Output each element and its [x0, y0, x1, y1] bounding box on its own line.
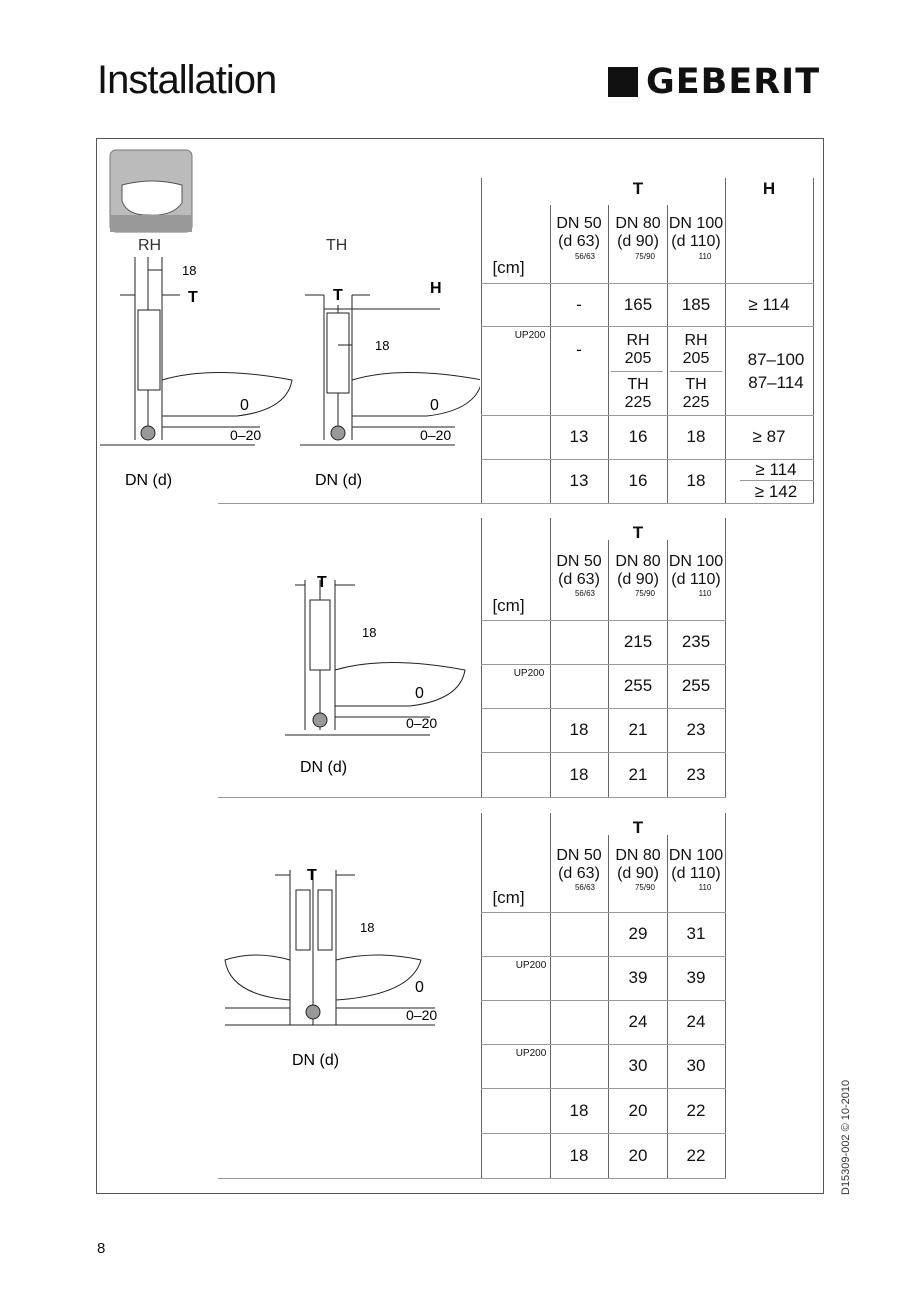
t1-col-h: H	[762, 179, 776, 198]
t1-r4-h1: ≥ 114	[755, 460, 797, 479]
t1-r3-h: ≥ 87	[752, 427, 786, 446]
t2-d110: (d 110)	[671, 571, 721, 588]
t1-sub1: 56/63	[574, 251, 596, 261]
t1-r2-brh: RH	[626, 332, 650, 349]
t2-r4-b: 21	[628, 764, 648, 784]
diagram-section-2	[280, 570, 480, 780]
t1-sub2: 75/90	[634, 251, 656, 261]
t1-unit: [cm]	[492, 258, 525, 277]
diagram-section-3	[220, 860, 480, 1070]
s2-18-label: 18	[362, 625, 377, 640]
t2-sub3: 110	[698, 588, 712, 598]
t3-sub2: 75/90	[634, 882, 656, 892]
t3-r5-a: 18	[569, 1100, 589, 1120]
t3-sub1: 56/63	[574, 882, 596, 892]
t3-r2-up: UP200	[515, 959, 547, 971]
t1-r1-a: -	[576, 294, 582, 314]
th-diagram	[300, 295, 480, 445]
rh-label: RH	[138, 237, 162, 254]
t1-r4-h2: ≥ 142	[754, 482, 798, 501]
page-title: Installation	[97, 58, 277, 102]
document-reference: D15309-002 © 10-2010	[840, 1079, 852, 1195]
logo-text: GEBERIT	[646, 62, 821, 102]
rh-dnd-label: DN (d)	[125, 472, 173, 489]
t1-dn50: DN 50	[556, 215, 602, 232]
t2-r1-a	[550, 620, 608, 664]
t2-r2-c: 255	[681, 676, 711, 695]
t1-r2-crh: RH	[684, 332, 708, 349]
t3-d110: (d 110)	[671, 865, 721, 882]
s3-dnd-label: DN (d)	[292, 1052, 340, 1069]
t1-r2-bth: TH	[627, 376, 649, 393]
t3-r2-a	[550, 956, 608, 1000]
t2-r1-b: 215	[623, 632, 653, 651]
t1-d90: (d 90)	[617, 233, 659, 250]
s3-18-label: 18	[360, 920, 375, 935]
rh-range-label: 0–20	[230, 427, 262, 443]
t3-r4-c: 30	[686, 1056, 706, 1075]
s3-zero-label: 0	[415, 979, 424, 996]
s2-dnd-label: DN (d)	[300, 759, 348, 776]
t1-r2-up: UP200	[514, 329, 546, 341]
diagram-section-1	[100, 145, 480, 505]
t2-r3-c: 23	[686, 720, 706, 739]
t1-d63: (d 63)	[558, 233, 600, 250]
t1-r4-a: 13	[569, 471, 589, 490]
t3-r5-b: 20	[628, 1100, 648, 1120]
t3-r3-c: 24	[686, 1012, 706, 1031]
t3-r6-a: 18	[569, 1145, 589, 1165]
t1-r1-c: 185	[681, 294, 711, 314]
t2-d90: (d 90)	[617, 571, 659, 588]
t1-r2-b-top	[608, 330, 668, 370]
t1-r2-a: -	[576, 340, 582, 359]
th-range-label: 0–20	[420, 427, 452, 443]
th-zero-label: 0	[430, 397, 439, 414]
t2-r4-a: 18	[569, 764, 589, 784]
t1-r2-brhv: 205	[624, 350, 652, 367]
t1-dn80: DN 80	[615, 215, 661, 232]
t2-r3-a: 18	[569, 720, 589, 739]
th-dnd-label: DN (d)	[315, 472, 363, 489]
t3-dn100: DN 100	[668, 847, 724, 864]
t2-r2-b: 255	[623, 676, 653, 695]
t2-dn100: DN 100	[668, 553, 724, 570]
rh-diagram	[100, 257, 292, 445]
t1-r4-c: 18	[686, 471, 706, 490]
t1-r4-b: 16	[628, 471, 648, 490]
t1-r3-c: 18	[686, 427, 706, 446]
t3-d63: (d 63)	[558, 865, 600, 882]
t3-r3-a	[550, 1000, 608, 1044]
t3-unit: [cm]	[492, 888, 525, 907]
rh-zero-label: 0	[240, 397, 249, 414]
t1-r1-b: 165	[623, 294, 653, 314]
s3-range-label: 0–20	[406, 1007, 438, 1023]
t2-r1-c: 235	[681, 632, 711, 651]
t3-d90: (d 90)	[617, 865, 659, 882]
t1-r2-c-bot	[667, 374, 725, 414]
t1-d110: (d 110)	[671, 233, 721, 250]
t1-r2-crhv: 205	[682, 350, 710, 367]
t2-sub2: 75/90	[634, 588, 656, 598]
t2-col-t: T	[632, 523, 644, 542]
t3-r2-b: 39	[628, 968, 648, 987]
t3-r5-c: 22	[686, 1100, 706, 1120]
s2-t-label: T	[317, 574, 327, 591]
t1-r2-c-top	[667, 330, 725, 370]
t3-r3-b: 24	[628, 1012, 648, 1031]
page-number: 8	[97, 1240, 106, 1257]
rh-t-label: T	[188, 289, 198, 306]
t3-r4-a	[550, 1044, 608, 1088]
t2-r3-b: 21	[628, 720, 648, 739]
s2-range-label: 0–20	[406, 715, 438, 731]
t2-d63: (d 63)	[558, 571, 600, 588]
t3-col-t: T	[632, 818, 644, 837]
t2-unit: [cm]	[492, 596, 525, 615]
t3-dn80: DN 80	[615, 847, 661, 864]
t3-r4-up: UP200	[515, 1047, 547, 1059]
t1-r3-b: 16	[628, 427, 648, 446]
th-t-label: T	[333, 287, 343, 304]
t3-r1-a	[550, 912, 608, 956]
t1-hdr-dn100	[667, 210, 725, 256]
t2-r4-c: 23	[686, 764, 706, 784]
t1-r2-b-bot	[608, 374, 668, 414]
t1-r1-h: ≥ 114	[748, 294, 790, 314]
t1-sub3: 110	[698, 251, 712, 261]
t2-dn50: DN 50	[556, 553, 602, 570]
geberit-logo	[608, 64, 820, 100]
t1-r2-cthv: 225	[682, 394, 710, 411]
rh-18-label: 18	[182, 263, 197, 278]
t3-r1-c: 31	[686, 924, 706, 943]
t1-r3-a: 13	[569, 427, 589, 446]
s3-t-label: T	[307, 867, 317, 884]
s2-zero-label: 0	[415, 685, 424, 702]
th-18-label: 18	[375, 338, 390, 353]
th-h-label: H	[430, 280, 442, 297]
t1-r2-bthv: 225	[624, 394, 652, 411]
t3-r2-c: 39	[686, 968, 706, 987]
t2-sub1: 56/63	[574, 588, 596, 598]
t1-r2-h1: 87–100	[747, 350, 805, 369]
t3-r6-c: 22	[686, 1145, 706, 1165]
t3-dn50: DN 50	[556, 847, 602, 864]
t1-r2-h2: 87–114	[748, 373, 804, 392]
t2-r2-a	[550, 664, 608, 708]
t3-r4-b: 30	[628, 1056, 648, 1075]
t3-sub3: 110	[698, 882, 712, 892]
th-label: TH	[326, 237, 348, 254]
logo-square-icon	[608, 67, 638, 97]
t1-hdr-dn80	[608, 210, 668, 256]
t3-r1-b: 29	[628, 924, 648, 943]
t2-r2-up: UP200	[513, 667, 545, 679]
wc-thumbnail-icon	[110, 150, 192, 232]
t2-dn80: DN 80	[615, 553, 661, 570]
t1-r2-cth: TH	[685, 376, 707, 393]
t3-r6-b: 20	[628, 1145, 648, 1165]
t1-col-t: T	[632, 179, 644, 198]
t1-dn100: DN 100	[668, 215, 724, 232]
t1-hdr-dn50	[550, 210, 608, 256]
